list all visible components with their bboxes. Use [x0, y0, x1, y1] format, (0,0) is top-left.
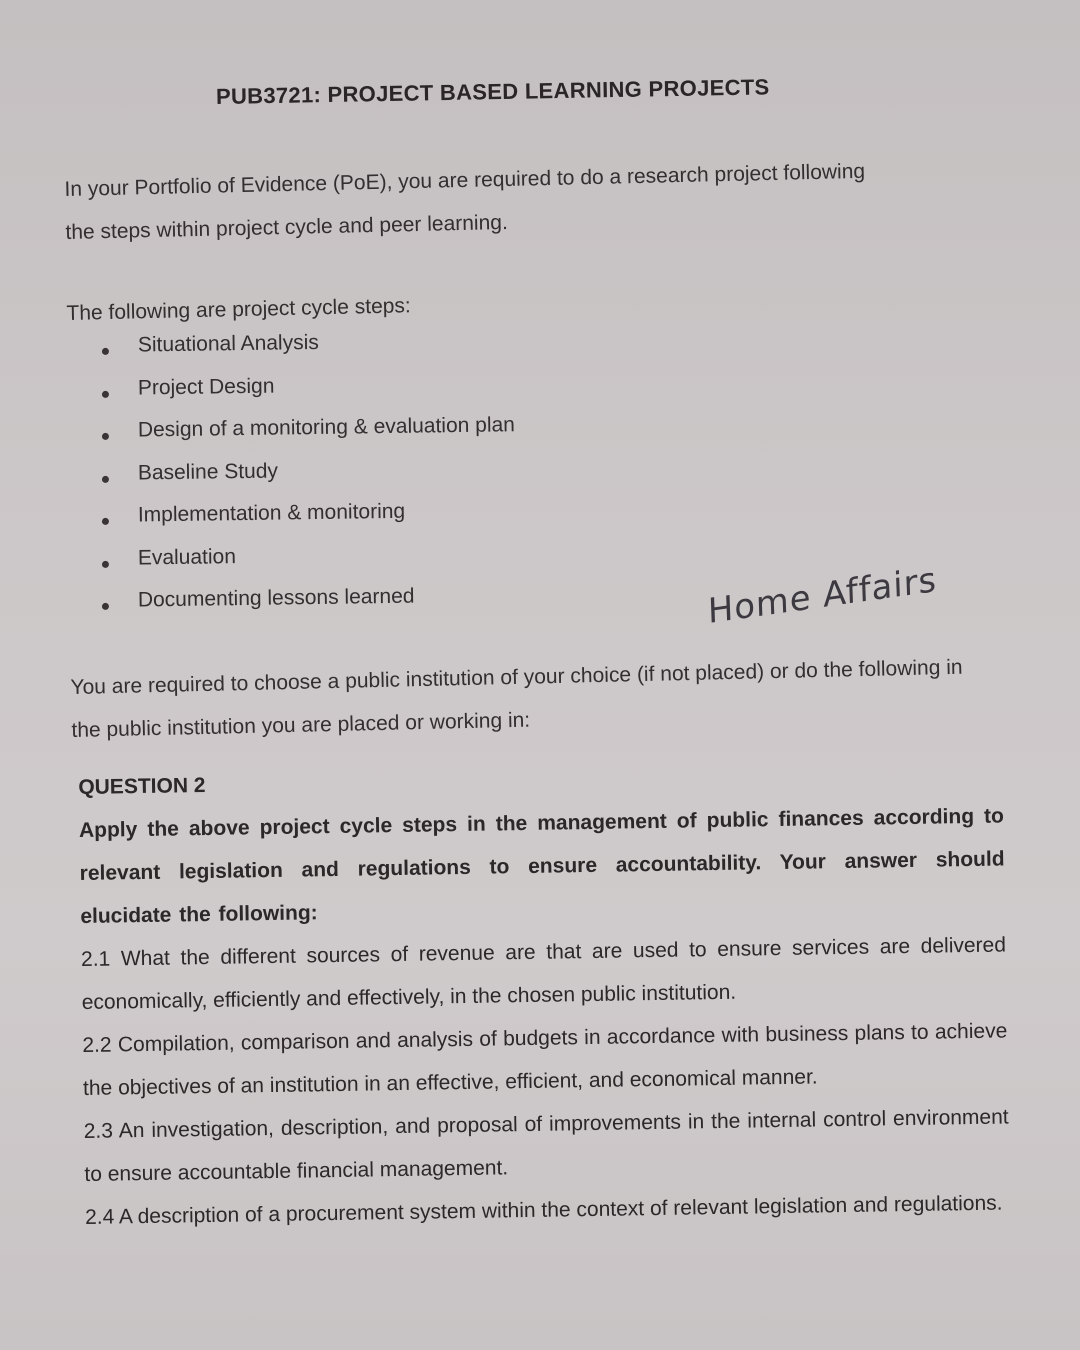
- step-label: Documenting lessons learned: [137, 584, 415, 612]
- bullet-icon: [102, 560, 109, 567]
- bullet-icon: [102, 348, 109, 355]
- list-item: [100, 328, 516, 376]
- bullet-icon: [102, 475, 109, 482]
- step-label: Design of a monitoring & evaluation plan: [137, 413, 516, 442]
- question-item-2-1: 2.1 What the different sources of revenue are that are used to ensure services are delivered economically, efficiently and effectively, in the chosen public institution.: [80, 933, 1007, 1014]
- intro-paragraph: In your Portfolio of Evidence (PoE), you are required to do a research project following the steps within project cycle and peer learning.: [64, 159, 866, 244]
- document-title: PUB3721: PROJECT BASED LEARNING PROJECTS: [215, 74, 770, 109]
- bullet-icon: [102, 433, 109, 440]
- question-prompt: Apply the above project cycle steps in the management of public finances according to relevant legislation and regulations to ensure accountability. Your answer should elucidate the following:: [78, 804, 1005, 928]
- step-label: Project Design: [137, 374, 275, 399]
- steps-heading: The following are project cycle steps:: [66, 294, 411, 325]
- list-item: [100, 583, 516, 631]
- list-item: [100, 498, 516, 546]
- question-item-2-4: 2.4 A description of a procurement system within the context of relevant legislation and regulations.: [84, 1191, 1003, 1229]
- question-section: [78, 751, 1010, 1238]
- step-label: Implementation & monitoring: [137, 499, 406, 527]
- list-item: [100, 413, 516, 461]
- bullet-icon: [102, 390, 109, 397]
- project-cycle-steps-list: [100, 330, 516, 632]
- instruction-paragraph: You are required to choose a public institution of your choice (if not placed) or do the following in the public institution you are placed or working in:: [70, 655, 963, 742]
- handwritten-note: Home Affairs: [707, 559, 938, 633]
- step-label: Baseline Study: [137, 459, 279, 484]
- bullet-icon: [102, 603, 109, 610]
- step-label: Evaluation: [137, 544, 237, 569]
- question-heading: QUESTION 2: [78, 774, 206, 799]
- list-item: [100, 541, 516, 589]
- list-item: [100, 371, 516, 419]
- bullet-icon: [102, 518, 109, 525]
- question-item-2-2: 2.2 Compilation, comparison and analysis of budgets in accordance with business plans to achieve the objectives of an institution in an effective, efficient, and economical manner.: [82, 1019, 1008, 1100]
- step-label: Situational Analysis: [137, 330, 319, 357]
- list-item: [100, 456, 516, 504]
- question-item-2-3: 2.3 An investigation, description, and proposal of improvements in the internal control environment to ensure accountable financial management.: [83, 1105, 1009, 1186]
